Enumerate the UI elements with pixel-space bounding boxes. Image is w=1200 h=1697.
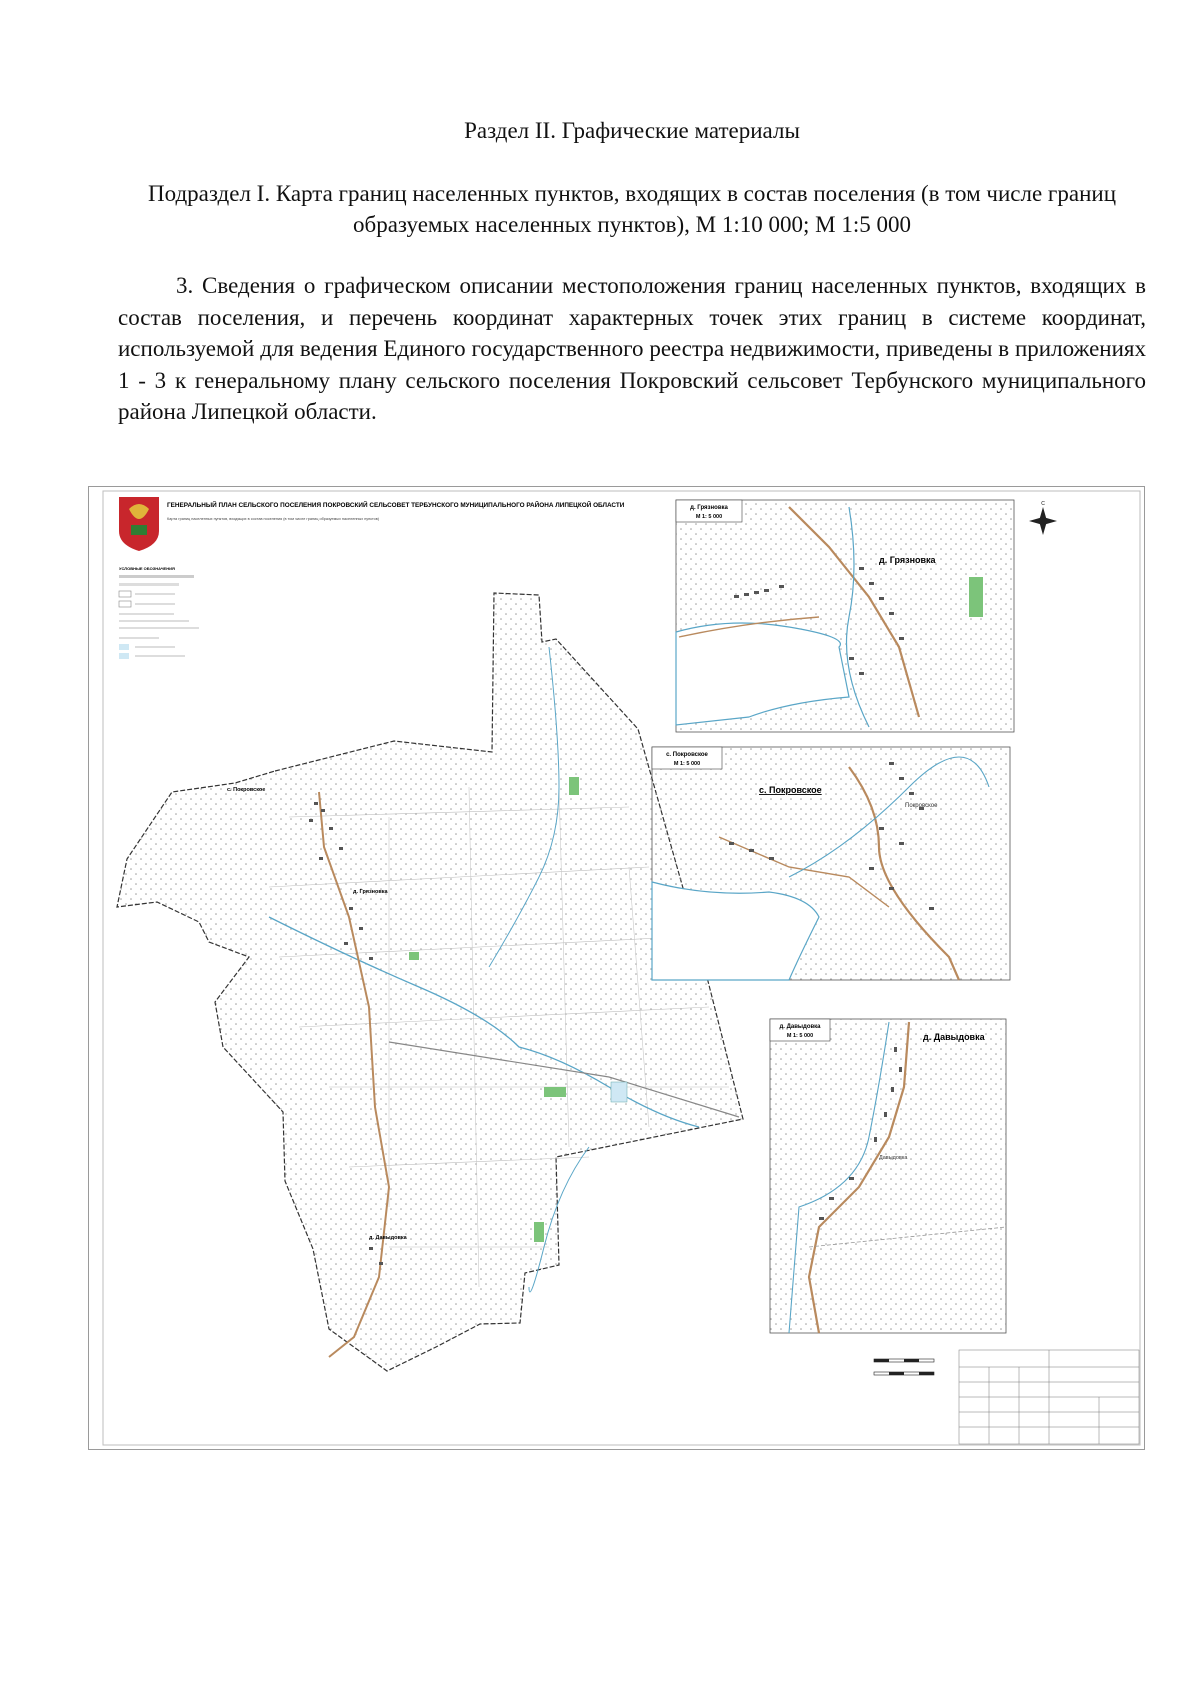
inset-pokrovskoe-name: с. Покровское [666, 752, 708, 758]
coat-of-arms-icon [119, 497, 159, 551]
map-subtitle: Карта границ населенных пунктов, входящих в состав поселения (в том числе границ образуемых населенных пунктов) [167, 517, 380, 521]
inset-pokrovskoe [652, 747, 1010, 980]
general-plan-map [88, 486, 1145, 1450]
inset-davydovka-label: д. Давыдовка [923, 1032, 985, 1042]
svg-text:С: С [1041, 501, 1045, 507]
inset-gryaznovka [676, 500, 1014, 732]
title-block [959, 1350, 1139, 1444]
north-arrow-icon [1029, 501, 1057, 535]
inset-gryaznovka-label: д. Грязновка [879, 555, 936, 565]
map-title: ГЕНЕРАЛЬНЫЙ ПЛАН СЕЛЬСКОГО ПОСЕЛЕНИЯ ПОКРОВСКИЙ СЕЛЬСОВЕТ ТЕРБУНСКОГО МУНИЦИПАЛЬНОГО РАЙОНА ЛИПЕЦКОЙ ОБЛАСТИ [167, 502, 625, 509]
label-davydovka: д. Давыдовка [369, 1235, 407, 1241]
inset-pokrovskoe-small-label: Покровское [905, 803, 938, 809]
inset-davydovka-scale: М 1: 5 000 [786, 1033, 814, 1039]
inset-davydovka [770, 1019, 1006, 1333]
inset-gryaznovka-scale: М 1: 5 000 [695, 514, 723, 520]
map-canvas [89, 487, 1144, 1449]
label-gryaznovka: д. Грязновка [353, 889, 388, 895]
legend-title: УСЛОВНЫЕ ОБОЗНАЧЕНИЯ [119, 566, 175, 571]
section-title: Раздел II. Графические материалы [464, 118, 800, 143]
inset-davydovka-small-label: Давыдовка [879, 1155, 908, 1161]
scale-bars [874, 1359, 934, 1375]
label-pokrovskoe: с. Покровское [227, 787, 266, 793]
inset-pokrovskoe-label: с. Покровское [759, 785, 822, 795]
body-paragraph: 3. Сведения о графическом описании местоположения границ населенных пунктов, входящих в состав поселения, и перечень координат характерных точек этих границ в системе координат, используемой для ведения Единого государственного реестра недвижимости, приведены в приложениях 1 - 3 к генеральному плану сельского поселения Покровский сельсовет Тербунского муниципального района Липецкой области. [118, 273, 1146, 424]
inset-gryaznovka-name: д. Грязновка [690, 505, 728, 511]
subsection-title: Подраздел I. Карта границ населенных пунктов, входящих в состав поселения (в том числе границ образуемых населенных пунктов), М 1:10 000; М 1:5 000 [148, 181, 1116, 237]
inset-davydovka-name: д. Давыдовка [779, 1024, 821, 1030]
map-legend [119, 566, 199, 659]
settlement-territory [117, 593, 743, 1371]
inset-pokrovskoe-scale: М 1: 5 000 [673, 761, 701, 767]
